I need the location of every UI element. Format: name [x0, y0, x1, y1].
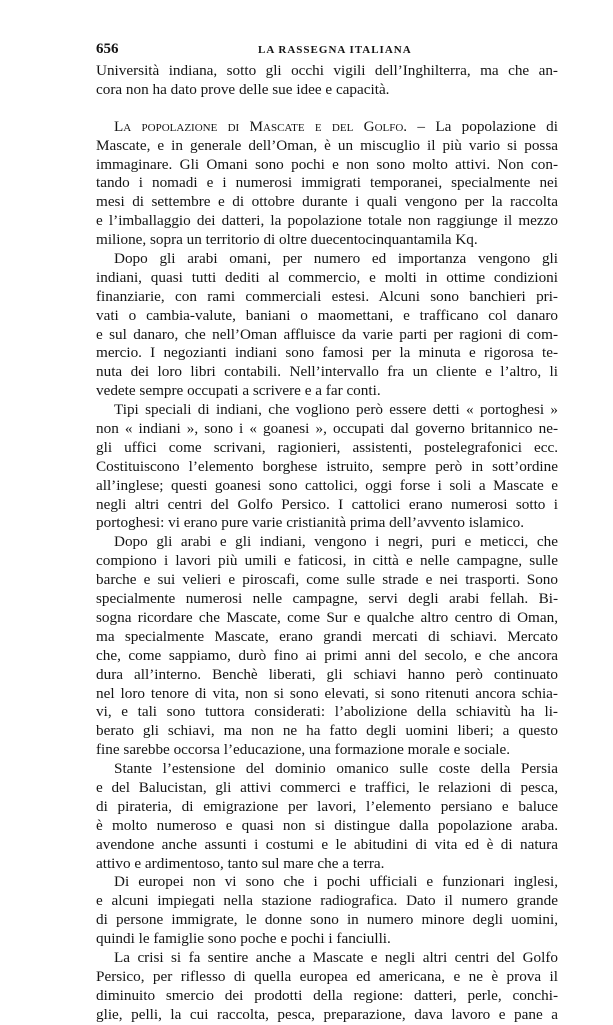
text-line: indiani, quasi tutti dediti al commercio, e molti in ottime condizioni [96, 268, 558, 286]
text-line: e alcuni impiegati nella stazione radiografica. Dato il numero grande [96, 892, 558, 910]
text-line: quindi le famiglie sono poche e pochi i fanciulli. [96, 930, 391, 948]
text-line: all’inglese; questi goanesi sono cattolici, oggi forse i soli a Mascate e [96, 476, 558, 494]
text-line: Persico, per riflesso di quella europea ed americana, e ne è prova il [96, 967, 558, 985]
text-line: di persone immigrate, le donne sono in numero minore degli uomini, [96, 911, 558, 929]
text-line: avendone anche assunti i costumi e le abitudini di vita ed è di natura [96, 835, 558, 853]
text-line: portoghesi: vi erano pure varie cristianità prima dell’avvento islamico. [96, 514, 525, 532]
text-line: nuta dei loro libri contabili. Nell’intervallo fra un cliente e l’altro, li [96, 363, 558, 381]
text-line: compiono i lavori più umili e faticosi, in città e nelle campagne, sulle [96, 552, 558, 570]
text-line: Tipi speciali di indiani, che vogliono però essere detti « portoghesi » [114, 401, 558, 419]
text-line: milione, sopra un territorio di oltre duecentocinquantamila Kq. [96, 231, 478, 249]
text-line: Dopo gli arabi e gli indiani, vengono i negri, puri e meticci, che [114, 533, 558, 551]
text-line: ma specialmente Mascate, erano grandi mercati di schiavi. Mercato [96, 627, 558, 645]
paragraph [96, 949, 558, 1025]
text-line: che, come sappiamo, durò fino ai primi anni del secolo, e che ancora [96, 646, 558, 664]
text-line: berato gli schiavi, ma non ne ha fatto degli uomini liberi; a questo [96, 722, 558, 740]
text-line: finanziarie, con rami commerciali estesi. Alcuni sono banchieri pri- [96, 287, 558, 305]
text-line: mesi di settembre e di ottobre durante i quali vengono per la raccolta [96, 193, 558, 211]
text-line: gli uffici come scrivani, ragionieri, assistenti, postelegrafonici ecc. [96, 438, 558, 456]
text-line: cora non ha dato prove delle sue idee e capacità. [96, 80, 390, 98]
paragraph [96, 62, 558, 100]
text-line: fine sarebbe occorsa l’educazione, una formazione morale e sociale. [96, 741, 511, 759]
section-title: La popolazione di Mascate e del Golfo. [114, 117, 408, 135]
section-gap [96, 100, 558, 118]
text-line: diminuito smercio dei prodotti della regione: datteri, perle, conchi- [96, 986, 558, 1004]
text-line: barche e sui velieri e piroscafi, come sulle strade e nei trasporti. Sono [96, 571, 558, 589]
text-line: tando i nomadi e i numerosi immigrati temporanei, specialmente nei [96, 174, 558, 192]
paragraph [96, 250, 558, 401]
running-title: LA RASSEGNA ITALIANA [258, 44, 412, 56]
text-line: negli altri centri del Golfo Persico. I cattolici erano numerosi sotto i [96, 495, 558, 513]
text-line: e del Balucistan, gli attivi commerci e traffici, le relazioni di pesca, [96, 778, 558, 796]
text-line: vi, e tali sono tuttora considerati: l’abolizione della schiavitù ha li- [96, 703, 558, 721]
text-line: Costituiscono l’elemento borghese istruito, sempre però in sott’ordine [96, 457, 558, 475]
text-line: sogna ricordare che Mascate, come Sur e qualche altro centro di Oman, [96, 608, 558, 626]
text-line [96, 118, 558, 137]
text-line: vedete sempre occupati a scrivere e a far conti. [96, 382, 381, 400]
text-line: è molto numeroso e quasi non si distingue dalla popolazione araba. [96, 816, 558, 834]
line-text: – La popolazione di [407, 117, 558, 135]
text-line: nel loro tenore di vita, non si sono elevati, si sono ritenuti ancora schia- [96, 684, 558, 702]
text-line: attivo e ardimentoso, tanto sul mare che a terra. [96, 854, 385, 872]
text-line: Stante l’estensione del dominio omanico sulle coste della Persia [114, 760, 558, 778]
text-line: e l’imballaggio dei datteri, la popolazione totale non raggiunge il mezzo [96, 212, 558, 230]
paragraph [96, 401, 558, 533]
text-line: Università indiana, sotto gli occhi vigili dell’Inghilterra, ma che an- [96, 62, 558, 79]
text-line: Di europei non vi sono che i pochi ufficiali e funzionari inglesi, [114, 873, 558, 891]
paragraph [96, 873, 558, 949]
page-header [0, 0, 613, 70]
text-line: Mascate, e in generale dell’Oman, è un miscuglio il più vario si possa [96, 136, 558, 154]
text-line: dura all’interno. Benchè liberati, gli schiavi hanno però continuato [96, 665, 558, 683]
text-line: specialmente numerosi nelle campagne, servi degli arabi fellah. Bi- [96, 590, 558, 608]
paragraph [96, 118, 558, 250]
text-line: mercio. I negozianti indiani sono famosi per la minuta e rigorosa te- [96, 344, 558, 362]
text-line: Dopo gli arabi omani, per numero ed importanza vengono gli [114, 250, 558, 268]
article-body [96, 62, 558, 1025]
text-line: e sul danaro, che nell’Oman affluisce da varie parti per ragioni di com- [96, 325, 558, 343]
paragraph [96, 533, 558, 760]
text-line: non « indiani », sono i « goanesi », occupati dal governo britannico ne- [96, 420, 558, 438]
text-line: di pirateria, di emigrazione per lavori, l’elemento persiano e baluce [96, 797, 558, 815]
text-line: La crisi si fa sentire anche a Mascate e negli altri centri del Golfo [114, 948, 558, 966]
text-line: immaginare. Gli Omani sono pochi e non sono molto attivi. Non con- [96, 155, 558, 173]
text-line: glie, pelli, la cui raccolta, pesca, preparazione, dava lavoro e pane a [96, 1005, 558, 1023]
text-line: vati o cambia-valute, baniani o maomettani, e trafficano col danaro [96, 306, 558, 324]
paragraph [96, 760, 558, 873]
page-number: 656 [96, 41, 119, 57]
